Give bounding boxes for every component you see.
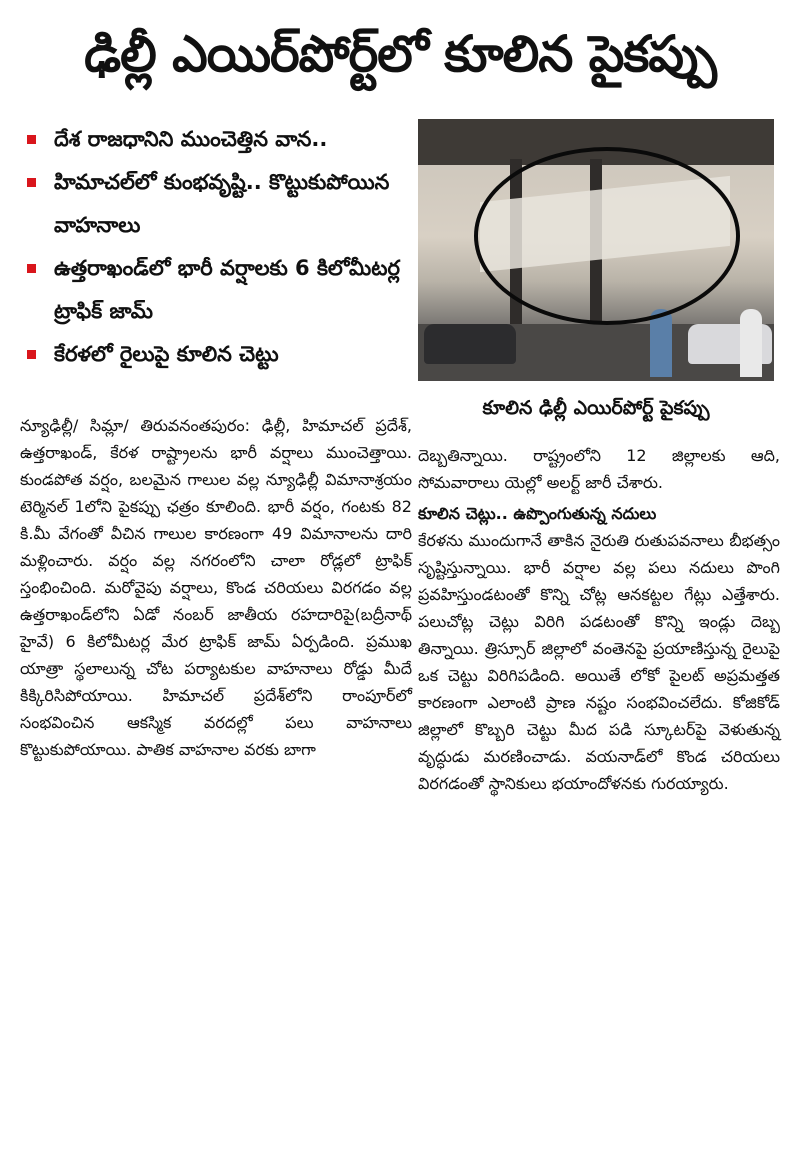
article-column-right xyxy=(418,442,780,797)
bullet-text: ఉత్తరాఖండ్‌లో భారీ వర్షాలకు 6 కిలోమీటర్ల ట్రాఫిక్ జామ్ xyxy=(54,256,400,323)
article-paragraph: దెబ్బతిన్నాయి. రాష్ట్రంలోని 12 జిల్లాలకు ఆది, సోమవారాలు యెల్లో అలర్ట్ జారీ చేశారు. xyxy=(418,446,780,492)
bullet-marker-icon xyxy=(27,350,36,359)
bullet-list xyxy=(22,118,412,376)
bullet-marker-icon xyxy=(27,264,36,273)
highlight-circle xyxy=(474,147,740,325)
article-column-left xyxy=(20,412,412,763)
bullet-item xyxy=(22,333,412,376)
article-paragraph: కేరళను ముందుగానే తాకిన నైరుతి రుతుపవనాలు బీభత్సం సృష్టిస్తున్నాయి. భారీ వర్షాల వల్ల పలు నదులు పొంగి ప్రవహిస్తుండటంతో కొన్ని చోట్ల ఆనకట్టల గేట్లు ఎత్తేశారు. పలుచోట్ల చెట్లు విరిగి పడటంతో కొన్ని ఇండ్లు దెబ్బ తిన్నాయి. త్రిస్సూర్ జిల్లాలో వంతెనపై ప్రయాణిస్తున్న రైలుపై ఒక చెట్టు విరిగిపడింది. అయితే లోకో పైలట్ అప్రమత్తత కారణంగా ఎలాంటి ప్రాణ నష్టం సంభవించలేదు. కోజికోడ్ జిల్లాలో కొబ్బరి చెట్టు మీద పడి స్కూటర్‌పై వెళుతున్న వృద్ధుడు మరణించాడు. వయనాడ్‌లో కొండ చరియలు విరగడంతో స్థానికులు భయాందోళనకు గురయ్యారు. xyxy=(418,531,780,793)
photo-car xyxy=(424,324,516,364)
bullet-marker-icon xyxy=(27,178,36,187)
bullet-marker-icon xyxy=(27,135,36,144)
bullet-text: దేశ రాజధానిని ముంచెత్తిన వాన.. xyxy=(54,127,328,151)
photo-caption: కూలిన ఢిల్లీ ఎయిర్‌పోర్ట్ పైకప్పు xyxy=(482,397,710,419)
photo-person xyxy=(740,309,762,377)
news-photo xyxy=(418,119,774,381)
bullet-item xyxy=(22,161,412,247)
article-paragraph: న్యూఢిల్లీ/ సిమ్లా/ తిరువనంతపురం: ఢిల్లీ, హిమాచల్ ప్రదేశ్, ఉత్తరాఖండ్, కేరళ రాష్ట్రాలను భారీ వర్షాలు ముంచెత్తాయి. కుండపోత వర్షం, బలమైన గాలుల వల్ల న్యూఢిల్లీ విమానాశ్రయం టెర్మినల్ 1లోని పైకప్పు ఛత్రం కూలింది. భారీ వర్షం, గంటకు 82 కి.మీ వేగంతో వీచిన గాలుల కారణంగా 49 విమానాలను దారి మళ్లించారు. వర్షం వల్ల నగరంలోని చాలా రోడ్లలో ట్రాఫిక్ స్తంభించింది. మరోవైపు వర్షాలు, కొండ చరియలు విరగడం వల్ల ఉత్తరాఖండ్‌లోని ఏడో నంబర్ జాతీయ రహదారిపై(బద్రీనాథ్ హైవే) 6 కిలోమీటర్ల మేర ట్రాఫిక్ జామ్ ఏర్పడింది. ప్రముఖ యాత్రా స్థలాలున్న చోట పర్యాటకుల వాహనాలు రోడ్డు మీదే కిక్కిరిసిపోయాయి. హిమాచల్ ప్రదేశ్‌లోని రాంపూర్‌లో సంభవించిన ఆకస్మిక వరదల్లో పలు వాహనాలు కొట్టుకుపోయాయి. పాతిక వాహనాల వరకు బాగా xyxy=(20,416,412,759)
article-subheading: కూలిన చెట్లు.. ఉప్పొంగుతున్న నదులు xyxy=(418,504,657,523)
bullet-item xyxy=(22,118,412,161)
bullet-text: హిమాచల్‌లో కుంభవృష్టి.. కొట్టుకుపోయిన వాహనాలు xyxy=(54,170,390,237)
bullet-text: కేరళలో రైలుపై కూలిన చెట్టు xyxy=(54,342,279,366)
headline: ఢిల్లీ ఎయిర్‌పోర్ట్‌లో కూలిన పైకప్పు xyxy=(84,25,716,83)
bullet-item xyxy=(22,247,412,333)
